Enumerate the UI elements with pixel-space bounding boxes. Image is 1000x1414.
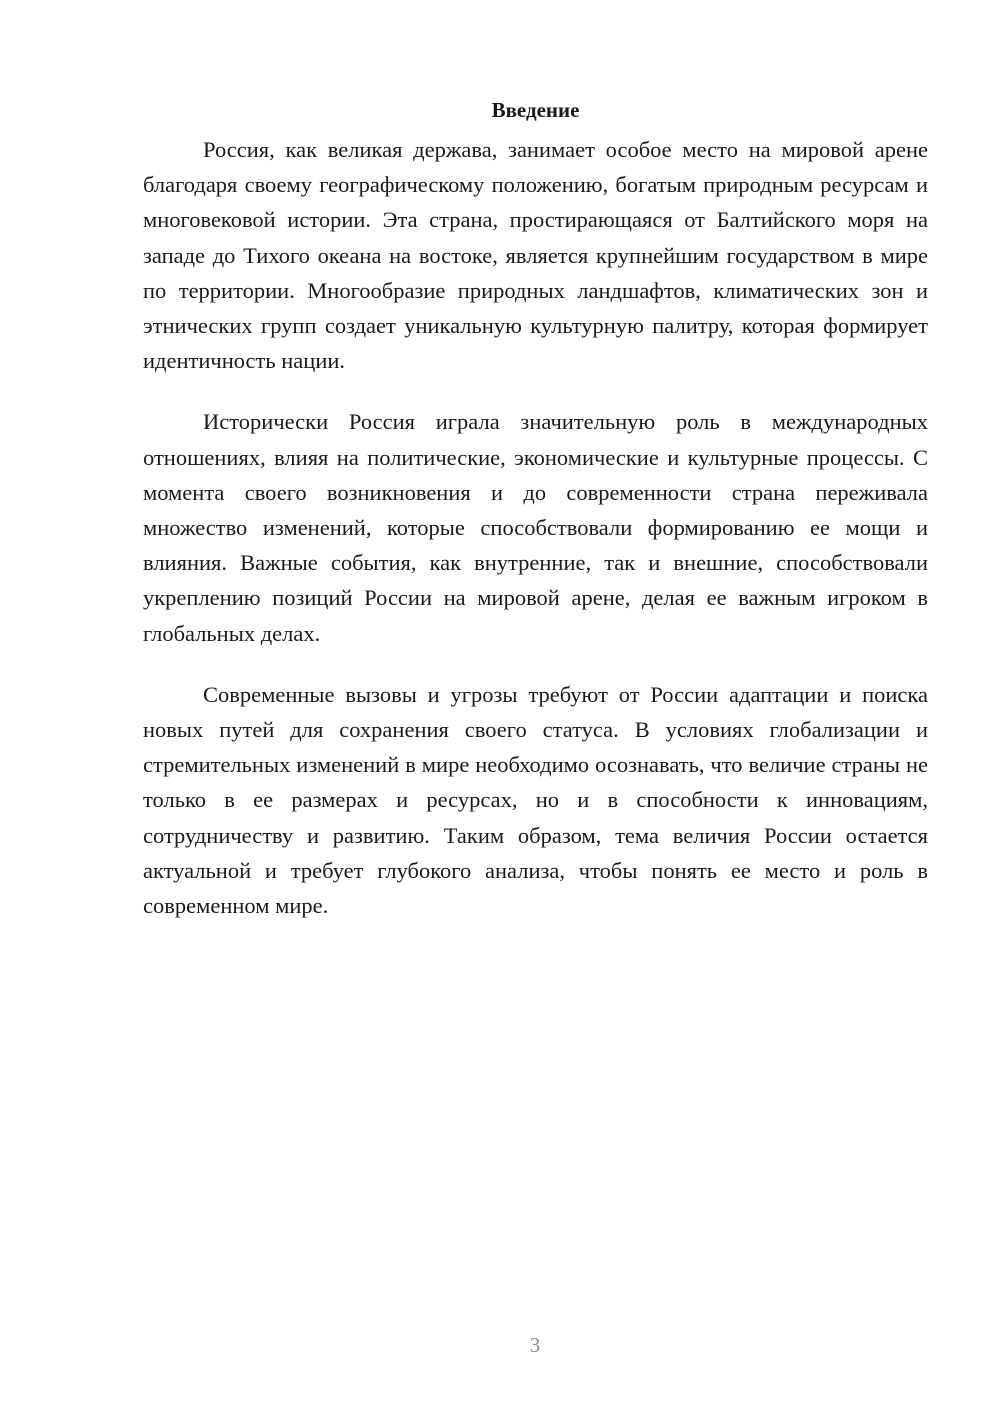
paragraph-2: Исторически Россия играла значительную роль в международных отношениях, влияя на политические, экономические и культурные процессы. С момента своего возникновения и до современности страна переживала множество изменений, которые способствовали формированию ее мощи и влияния. Важные события, как внутренние, так и внешние, способствовали укреплению позиций России на мировой арене, делая ее важным игроком в глобальных делах.	[143, 409, 928, 646]
paragraph-1: Россия, как великая держава, занимает особое место на мировой арене благодаря своему географическому положению, богатым природным ресурсам и многовековой истории. Эта страна, простирающаяся от Балтийского моря на западе до Тихого океана на востоке, является крупнейшим государством в мире по территории. Многообразие природных ландшафтов, климатических зон и этнических групп создает уникальную культурную палитру, которая формирует идентичность нации.	[143, 137, 928, 374]
paragraph-3: Современные вызовы и угрозы требуют от России адаптации и поиска новых путей для сохранения своего статуса. В условиях глобализации и стремительных изменений в мире необходимо осознавать, что величие страны не только в ее размерах и ресурсах, но и в способности к инновациям, сотрудничеству и развитию. Таким образом, тема величия России остается актуальной и требует глубокого анализа, чтобы понять ее место и роль в современном мире.	[143, 681, 928, 919]
page-content	[143, 92, 928, 949]
page-number: 3	[529, 1333, 541, 1357]
section-heading: Введение	[491, 98, 580, 122]
